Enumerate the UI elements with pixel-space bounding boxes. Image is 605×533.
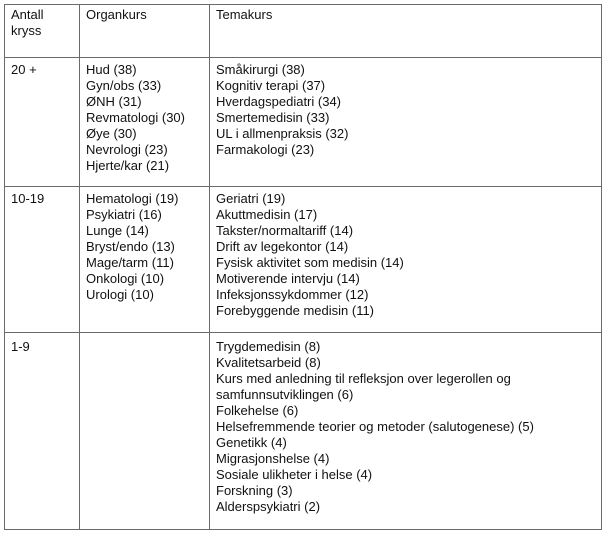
organ-course-item: Psykiatri (16) (86, 207, 162, 222)
organ-course-item: Hematologi (19) (86, 191, 179, 206)
table-row (5, 333, 602, 530)
tema-course-item: Akuttmedisin (17) (216, 207, 318, 222)
header-count-line: Antall (11, 7, 44, 22)
table-row (5, 187, 602, 333)
tema-course-item: Migrasjonshelse (4) (216, 451, 330, 466)
range-cell: 10-19 (5, 187, 80, 333)
tema-course-item: Motiverende intervju (14) (216, 271, 360, 286)
header-count (5, 5, 80, 58)
organ-course-item: Hjerte/kar (21) (86, 158, 170, 173)
header-row (5, 5, 602, 58)
tema-course-item: Trygdemedisin (8) (216, 339, 321, 354)
organ-course-item: Bryst/endo (13) (86, 239, 175, 254)
tema-course-item: Geriatri (19) (216, 191, 286, 206)
tema-course-item: Forebyggende medisin (11) (216, 303, 375, 318)
tema-cell (210, 333, 602, 530)
tema-course-item: Kognitiv terapi (37) (216, 78, 326, 93)
organ-cell (80, 58, 210, 187)
tema-course-item: Drift av legekontor (14) (216, 239, 349, 254)
tema-course-item: Helsefremmende teorier og metoder (salutogenese) (5) (216, 419, 534, 434)
header-organ: Organkurs (80, 5, 210, 58)
header-count-line: kryss (11, 23, 42, 38)
tema-course-item: UL i allmenpraksis (32) (216, 126, 349, 141)
tema-course-item: Genetikk (4) (216, 435, 287, 450)
tema-cell (210, 58, 602, 187)
tema-course-item: Småkirurgi (38) (216, 62, 305, 77)
range-cell: 20 + (5, 58, 80, 187)
organ-course-item: Lunge (14) (86, 223, 149, 238)
tema-course-item: Takster/normaltariff (14) (216, 223, 354, 238)
tema-course-item: Smertemedisin (33) (216, 110, 330, 125)
course-table (4, 4, 602, 530)
tema-cell (210, 187, 602, 333)
organ-course-item: Revmatologi (30) (86, 110, 185, 125)
tema-course-item: Infeksjonssykdommer (12) (216, 287, 369, 302)
organ-cell (80, 333, 210, 530)
tema-course-item: Hverdagspediatri (34) (216, 94, 342, 109)
organ-course-item: Mage/tarm (11) (86, 255, 174, 270)
tema-course-item: Kvalitetsarbeid (8) (216, 355, 321, 370)
header-tema: Temakurs (210, 5, 602, 58)
tema-course-item: Fysisk aktivitet som medisin (14) (216, 255, 404, 270)
table-row (5, 58, 602, 187)
organ-course-item: Nevrologi (23) (86, 142, 168, 157)
organ-course-item: Urologi (10) (86, 287, 154, 302)
tema-course-item: Alderspsykiatri (2) (216, 499, 321, 514)
tema-course-item: Kurs med anledning til refleksjon over legerollen og (216, 371, 511, 386)
tema-course-item: Sosiale ulikheter i helse (4) (216, 467, 373, 482)
organ-course-item: ØNH (31) (86, 94, 142, 109)
tema-course-item: Farmakologi (23) (216, 142, 315, 157)
organ-course-item: Gyn/obs (33) (86, 78, 162, 93)
organ-course-item: Onkologi (10) (86, 271, 165, 286)
organ-course-item: Øye (30) (86, 126, 137, 141)
tema-course-item: samfunnsutviklingen (6) (216, 387, 354, 402)
range-cell: 1-9 (5, 333, 80, 530)
tema-course-item: Forskning (3) (216, 483, 293, 498)
tema-course-item: Folkehelse (6) (216, 403, 299, 418)
organ-course-item: Hud (38) (86, 62, 137, 77)
organ-cell (80, 187, 210, 333)
